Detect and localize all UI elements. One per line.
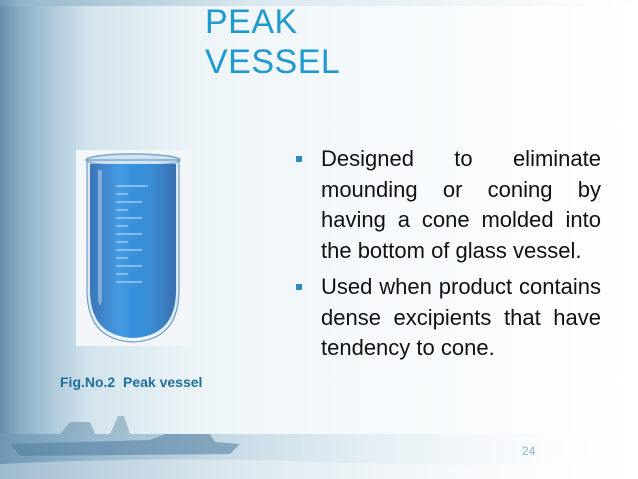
- bullet-list: [296, 144, 601, 370]
- bullet-item: [296, 144, 601, 266]
- figure-caption: Fig.No.2 Peak vessel: [60, 374, 203, 390]
- square-bullet-icon: [296, 156, 302, 162]
- square-bullet-icon: [296, 284, 302, 290]
- bullet-text: Used when product contains dense excipients that have tendency to cone.: [321, 274, 601, 360]
- title-line-2: VESSEL: [205, 43, 341, 81]
- bullet-text: Designed to eliminate mounding or coning by having a cone molded into the bottom of glass vessel.: [321, 146, 601, 263]
- peak-vessel-image: [76, 150, 191, 346]
- slide-title: [205, 2, 465, 82]
- page-number: 24: [522, 444, 536, 458]
- title-line-1: PEAK: [205, 3, 298, 41]
- bullet-item: [296, 272, 601, 364]
- ship-decoration: [0, 404, 638, 479]
